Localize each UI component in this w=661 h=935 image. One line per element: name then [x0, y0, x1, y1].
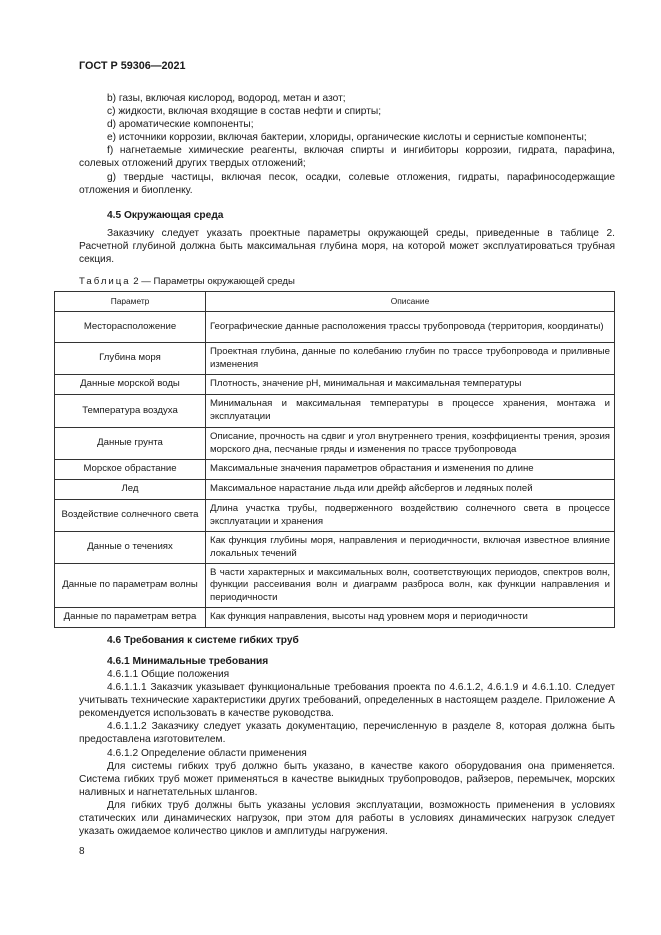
table-row	[55, 343, 615, 375]
list-item: c) жидкости, включая входящие в состав нефти и спирты;	[107, 106, 382, 118]
table-row	[55, 500, 615, 532]
paragraph: 4.6.1.1.2 Заказчику следует указать документацию, перечисленную в разделе 8, которая должна быть предоставлена изготовителем.	[79, 721, 615, 746]
parameter-cell: Данные морской воды	[55, 375, 206, 395]
table-row	[55, 608, 615, 628]
list-item: g) твердые частицы, включая песок, осадки, солевые отложения, гидраты, парафиносодержащие отложения и биопленку.	[79, 171, 615, 196]
column-header-description: Описание	[206, 292, 615, 312]
parameter-cell: Воздействие солнечного света	[55, 500, 206, 532]
list-item: f) нагнетаемые химические реагенты, включая спирты и ингибиторы коррозии, гидрата, парафина, солевых отложений других твердых отложений;	[79, 145, 615, 170]
paragraph: 4.6.1.1.1 Заказчик указывает функциональные требования проекта по 4.6.1.2, 4.6.1.9 и 4.6.1.10. Следует учитывать технические характеристики других требований, определенных в настоящем разделе. Приложение А рекомендуется использовать в качестве руководства.	[79, 682, 615, 720]
table-row	[55, 460, 615, 480]
paragraph: Заказчику следует указать проектные параметры окружающей среды, приведенные в таблице 2. Расчетной глубиной должна быть максимальная глубина моря, на которой может эксплуатироваться трубная секция.	[79, 228, 615, 266]
parameter-cell: Температура воздуха	[55, 395, 206, 428]
paragraph: Для системы гибких труб должно быть указано, в качестве какого оборудования она применяется. Система гибких труб может применяться в качестве выкидных трубопроводов, райзеров, перемычек, морских наливных и нагнетательных шлангов.	[79, 760, 615, 798]
description-cell: Плотность, значение pH, минимальная и максимальная температуры	[206, 375, 615, 395]
description-cell: В части характерных и максимальных волн, соответствующих периодов, спектров волн, функции рассеивания волн и диаграмм разброса волн, как функции направления и периодичности	[206, 564, 615, 608]
parameter-cell: Данные по параметрам волны	[55, 564, 206, 608]
table-row	[55, 312, 615, 343]
parameter-cell: Месторасположение	[55, 312, 206, 343]
table-row	[55, 532, 615, 564]
description-cell: Географические данные расположения трассы трубопровода (территория, координаты)	[206, 312, 615, 343]
table-header-row	[55, 292, 615, 312]
clause-title: 4.6.1.1 Общие положения	[107, 669, 230, 680]
description-cell: Как функция глубины моря, направления и периодичности, включая известное влияние локальных течений	[206, 532, 615, 564]
section-4-6-body	[79, 668, 615, 838]
description-cell: Максимальное нарастание льда или дрейф айсбергов и ледяных полей	[206, 480, 615, 500]
document-id: ГОСТ Р 59306—2021	[79, 60, 186, 72]
parameter-cell: Данные грунта	[55, 428, 206, 460]
list-item: e) источники коррозии, включая бактерии, хлориды, органические кислоты и сернистые компоненты;	[107, 132, 587, 144]
list-item: d) ароматические компоненты;	[107, 119, 254, 131]
list-item: b) газы, включая кислород, водород, метан и азот;	[107, 93, 346, 104]
clause-title: 4.6.1.2 Определение области применения	[107, 747, 307, 759]
table-row	[55, 375, 615, 395]
table-row	[55, 564, 615, 608]
parameter-cell: Глубина моря	[55, 343, 206, 375]
subsection-heading-4-6-1: 4.6.1 Минимальные требования	[107, 656, 269, 667]
description-cell: Минимальная и максимальная температуры в процессе хранения, монтажа и эксплуатации	[206, 395, 615, 428]
description-cell: Проектная глубина, данные по колебанию глубин по трассе трубопровода и приливные изменения	[206, 343, 615, 375]
table-caption-text: 2 — Параметры окружающей среды	[133, 276, 295, 287]
table-row	[55, 428, 615, 460]
paragraph: Для гибких труб должны быть указаны условия эксплуатации, возможность применения в условиях статических или динамических нагрузок, при этом для работы в условиях динамических нагрузок следует указать ожидаемое количество циклов и амплитуды нагружения.	[79, 799, 615, 838]
description-cell: Описание, прочность на сдвиг и угол внутреннего трения, коэффициенты трения, эрозия морского дна, песчаные гряды и изменения по трассе трубопровода	[206, 428, 615, 460]
section-heading-4-6: 4.6 Требования к системе гибких труб	[107, 635, 299, 646]
parameter-cell: Морское обрастание	[55, 460, 206, 480]
substance-list	[79, 92, 615, 197]
parameter-cell: Данные о течениях	[55, 532, 206, 564]
parameter-cell: Данные по параметрам ветра	[55, 608, 206, 628]
page-number: 8	[79, 846, 85, 857]
table-row	[55, 395, 615, 428]
description-cell: Как функция направления, высоты над уровнем моря и периодичности	[206, 608, 615, 628]
description-cell: Длина участка трубы, подверженного воздействию солнечного света в процессе эксплуатации и хранения	[206, 500, 615, 532]
table-caption-prefix: Таблица	[79, 276, 131, 287]
table-row	[55, 480, 615, 500]
parameter-cell: Лед	[55, 480, 206, 500]
description-cell: Максимальные значения параметров обрастания и изменения по длине	[206, 460, 615, 480]
environment-parameters-table	[54, 291, 615, 628]
column-header-parameter: Параметр	[55, 292, 206, 312]
section-heading-4-5: 4.5 Окружающая среда	[107, 210, 224, 221]
table-caption	[79, 275, 295, 288]
